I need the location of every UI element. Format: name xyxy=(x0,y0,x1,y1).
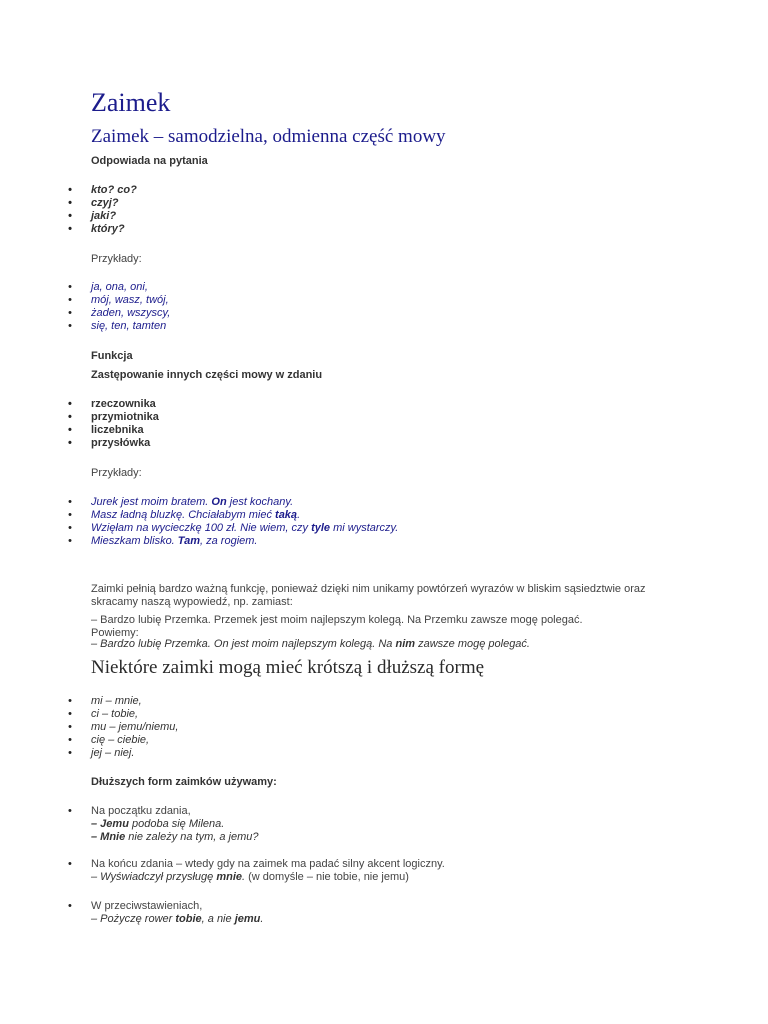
list-item xyxy=(91,522,398,535)
bullet: • xyxy=(68,900,72,912)
list-item: • mi – mnie, xyxy=(91,695,178,708)
list-item: • przymiotnika xyxy=(91,411,159,424)
list-item: • żaden, wszyscy, xyxy=(91,307,170,320)
list-item: • liczebnika xyxy=(91,424,159,437)
example-pronoun: tyle xyxy=(311,522,331,534)
list-item xyxy=(91,535,398,548)
usage-intro: Na końcu zdania – wtedy gdy na zaimek ma padać silny akcent logiczny. xyxy=(91,858,445,870)
example-text: mi wystarczy. xyxy=(330,522,399,534)
list-item: • czyj? xyxy=(91,197,137,210)
example-pronoun: On xyxy=(211,496,227,508)
list-item: • kto? co? xyxy=(91,184,137,197)
page-subtitle: Zaimek – samodzielna, odmienna część mowy xyxy=(91,126,446,147)
usage-text: nie zależy na tym, a jemu? xyxy=(125,831,259,843)
long-forms-label: Dłuższych form zaimków używamy: xyxy=(91,776,277,788)
list-item: • się, ten, tamten xyxy=(91,320,170,333)
usage-intro: Na początku zdania, xyxy=(91,805,191,817)
questions-list xyxy=(91,184,137,236)
usage-text: – Pożyczę rower xyxy=(91,913,176,925)
usage-note: (w domyśle – nie tobie, nie jemu) xyxy=(245,871,409,883)
example-text: jest kochany. xyxy=(226,496,294,508)
parts-list xyxy=(91,398,159,450)
list-item xyxy=(91,509,398,522)
example-text: Wzięłam na wycieczkę 100 zł. Nie wiem, czy xyxy=(91,522,312,534)
list-item: • rzeczownika xyxy=(91,398,159,411)
usage-item xyxy=(68,858,651,884)
instead-label: Powiemy: xyxy=(91,627,139,639)
usage-pronoun: jemu xyxy=(234,913,261,925)
usage-intro: W przeciwstawieniach, xyxy=(91,900,203,912)
list-item: • jej – niej. xyxy=(91,747,178,760)
bullet: • xyxy=(68,858,72,870)
sentence-pronoun: nim xyxy=(395,638,416,650)
usage-example xyxy=(91,818,651,831)
example-text: . xyxy=(297,509,301,521)
explanation-paragraph: Zaimki pełnią bardzo ważną funkcję, ponieważ dzięki nim unikamy powtórzeń wyrazów w bliskim sąsiedztwie oraz skracamy naszą wypowiedź, np. zamiast: xyxy=(91,583,646,608)
improved-sentence xyxy=(91,638,530,650)
usage-example xyxy=(91,871,651,884)
usage-item xyxy=(68,900,651,926)
usage-text: , a nie xyxy=(201,913,235,925)
usage-text: podoba się Milena. xyxy=(128,818,225,830)
usage-pronoun: – Jemu xyxy=(91,818,129,830)
usage-text: – Wyświadczył przysługę xyxy=(91,871,217,883)
examples2-list xyxy=(91,496,398,548)
example-pronoun: taką xyxy=(275,509,298,521)
list-item: • mu – jemu/niemu, xyxy=(91,721,178,734)
sentence-text: – Bardzo lubię Przemka. On jest moim najlepszym kolegą. Na xyxy=(91,638,396,650)
example-text: Mieszkam blisko. xyxy=(91,535,178,547)
usage-text: . xyxy=(242,871,246,883)
example-text: Jurek jest moim bratem. xyxy=(91,496,212,508)
usage-item xyxy=(68,805,651,844)
forms-list xyxy=(91,695,178,760)
sentence-text: zawsze mogę polegać. xyxy=(415,638,530,650)
forms-heading: Niektóre zaimki mogą mieć krótszą i dłuższą formę xyxy=(91,657,485,678)
page-title: Zaimek xyxy=(91,88,171,117)
list-item xyxy=(91,496,398,509)
usage-pronoun: tobie xyxy=(175,913,202,925)
usage-example xyxy=(91,913,651,926)
list-item: • cię – ciebie, xyxy=(91,734,178,747)
example-text: Masz ładną bluzkę. Chciałabym mieć xyxy=(91,509,276,521)
function-label: Funkcja xyxy=(91,350,133,362)
usage-text: . xyxy=(260,913,264,925)
replacement-label: Zastępowanie innych części mowy w zdaniu xyxy=(91,369,323,381)
usage-pronoun: mnie xyxy=(216,871,243,883)
list-item: • mój, wasz, twój, xyxy=(91,294,170,307)
list-item: • który? xyxy=(91,223,137,236)
usage-pronoun: – Mnie xyxy=(91,831,126,843)
list-item: • ja, ona, oni, xyxy=(91,281,170,294)
example-text: , za rogiem. xyxy=(200,535,258,547)
questions-label: Odpowiada na pytania xyxy=(91,155,208,167)
list-item: • ci – tobie, xyxy=(91,708,178,721)
examples2-label: Przykłady: xyxy=(91,467,142,479)
examples-label: Przykłady: xyxy=(91,253,142,265)
plain-sentence: – Bardzo lubię Przemka. Przemek jest moim najlepszym kolegą. Na Przemku zawsze mogę polegać. xyxy=(91,614,583,626)
example-pronoun: Tam xyxy=(177,535,201,547)
examples-list xyxy=(91,281,170,333)
list-item: • jaki? xyxy=(91,210,137,223)
list-item: • przysłówka xyxy=(91,437,159,450)
usage-example xyxy=(91,831,651,844)
bullet: • xyxy=(68,805,72,817)
